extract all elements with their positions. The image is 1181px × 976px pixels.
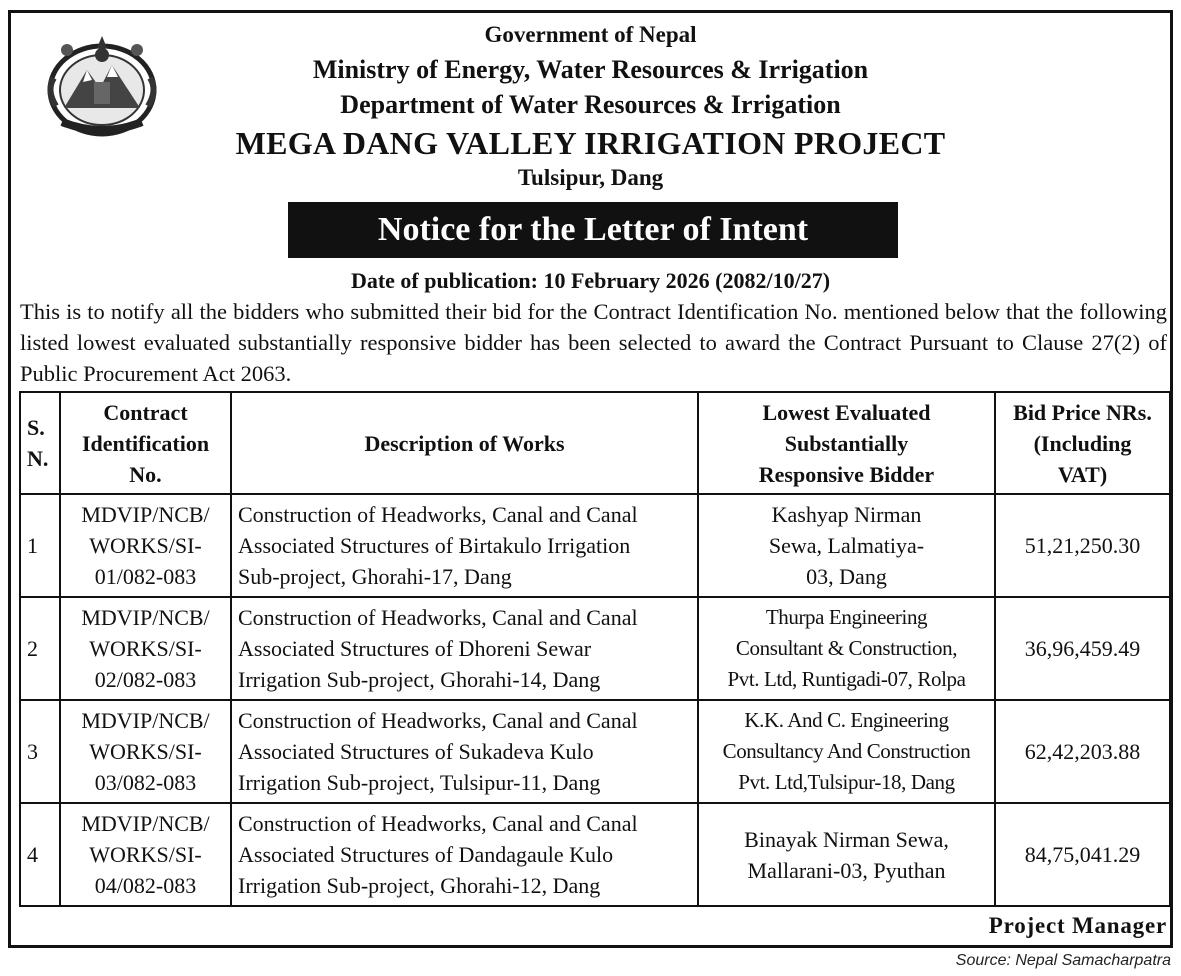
description-line: Associated Structures of Birtakulo Irrigation — [238, 533, 631, 558]
table-row — [20, 700, 1170, 803]
contract-id-line: MDVIP/NCB/ — [81, 502, 210, 527]
row-contract-id — [60, 700, 231, 803]
row-description — [231, 494, 698, 597]
row-description — [231, 803, 698, 906]
header-price-line: VAT) — [1057, 461, 1108, 487]
bidder-line: Consultant & Construction, — [735, 636, 958, 660]
description-line: Irrigation Sub-project, Ghorahi-14, Dang — [238, 667, 601, 692]
bidder-line: Pvt. Ltd, Runtigadi-07, Rolpa — [727, 667, 966, 691]
header-price-line: (Including — [1033, 430, 1132, 456]
bidder-line: K.K. And C. Engineering — [744, 708, 949, 732]
row-contract-id — [60, 597, 231, 700]
contract-id-line: MDVIP/NCB/ — [81, 605, 210, 630]
row-sn: 4 — [20, 803, 60, 906]
header-description: Description of Works — [231, 392, 698, 494]
contract-id-line: WORKS/SI- — [89, 533, 202, 558]
table-row — [20, 494, 1170, 597]
bid-table — [19, 391, 1171, 907]
description-line: Irrigation Sub-project, Tulsipur-11, Dang — [238, 770, 601, 795]
header-contract-id-line: Identification — [81, 430, 210, 456]
row-contract-id — [60, 494, 231, 597]
header-bidder-line: Substantially — [784, 430, 909, 456]
description-line: Construction of Headworks, Canal and Canal — [238, 708, 638, 733]
row-bidder — [698, 494, 995, 597]
description-line: Sub-project, Ghorahi-17, Dang — [238, 564, 512, 589]
contract-id-line: MDVIP/NCB/ — [81, 811, 210, 836]
row-sn: 1 — [20, 494, 60, 597]
bidder-line: Mallarani-03, Pyuthan — [747, 857, 946, 883]
bidder-line: Kashyap Nirman — [771, 502, 922, 527]
bidder-line: 03, Dang — [806, 564, 887, 589]
header-bidder-line: Responsive Bidder — [758, 461, 935, 487]
header-project: MEGA DANG VALLEY IRRIGATION PROJECT — [235, 125, 946, 161]
description-line: Construction of Headworks, Canal and Canal — [238, 502, 638, 527]
header-sn-line: S. — [27, 415, 45, 440]
header-bidder — [698, 392, 995, 494]
source-credit: Source: Nepal Samacharpatra — [955, 952, 1171, 969]
description-line: Associated Structures of Sukadeva Kulo — [238, 739, 594, 764]
bidder-line: Binayak Nirman Sewa, — [744, 826, 949, 852]
header-government: Government of Nepal — [484, 22, 697, 47]
header-ministry: Ministry of Energy, Water Resources & Irrigation — [312, 55, 869, 84]
description-line: Construction of Headworks, Canal and Canal — [238, 605, 638, 630]
row-sn: 2 — [20, 597, 60, 700]
row-bidder — [698, 597, 995, 700]
row-description — [231, 700, 698, 803]
row-bidder — [698, 700, 995, 803]
table-header-row — [20, 392, 1170, 494]
notice-title-banner: Notice for the Letter of Intent — [288, 202, 898, 258]
header-contract-id-line: Contract — [103, 399, 188, 425]
bidder-line: Consultancy And Construction — [722, 739, 971, 763]
header-contract-id — [60, 392, 231, 494]
row-price: 84,75,041.29 — [995, 803, 1170, 906]
row-price: 51,21,250.30 — [995, 494, 1170, 597]
row-price: 36,96,459.49 — [995, 597, 1170, 700]
contract-id-line: 04/082-083 — [94, 873, 197, 898]
header-location: Tulsipur, Dang — [517, 165, 664, 190]
table-row — [20, 597, 1170, 700]
bidder-line: Pvt. Ltd,Tulsipur-18, Dang — [738, 770, 955, 794]
header-contract-id-line: No. — [129, 461, 162, 487]
contract-id-line: WORKS/SI- — [89, 739, 202, 764]
header-price-line: Bid Price NRs. — [1013, 399, 1152, 425]
row-contract-id — [60, 803, 231, 906]
header-department: Department of Water Resources & Irrigation — [340, 90, 841, 119]
description-line: Irrigation Sub-project, Ghorahi-12, Dang — [238, 873, 601, 898]
header-price — [995, 392, 1170, 494]
row-description — [231, 597, 698, 700]
contract-id-line: WORKS/SI- — [89, 842, 202, 867]
contract-id-line: 02/082-083 — [94, 667, 197, 692]
publication-date: Date of publication: 10 February 2026 (2082/10/27) — [350, 268, 831, 293]
description-line: Construction of Headworks, Canal and Canal — [238, 811, 638, 836]
table-row — [20, 803, 1170, 906]
signature-project-manager: Project Manager — [988, 913, 1167, 938]
intro-paragraph: This is to notify all the bidders who submitted their bid for the Contract Identification No. mentioned below that the following listed lowest evaluated substantially responsive bidder has been selected to award the Contract Pursuant to Clause 27(2) of Public Procurement Act 2063. — [20, 299, 1167, 386]
row-price: 62,42,203.88 — [995, 700, 1170, 803]
header-bidder-line: Lowest Evaluated — [762, 399, 931, 425]
description-line: Associated Structures of Dandagaule Kulo — [238, 842, 614, 867]
description-line: Associated Structures of Dhoreni Sewar — [238, 636, 592, 661]
bidder-line: Thurpa Engineering — [765, 605, 928, 629]
contract-id-line: 03/082-083 — [94, 770, 197, 795]
contract-id-line: MDVIP/NCB/ — [81, 708, 210, 733]
contract-id-line: 01/082-083 — [94, 564, 197, 589]
bidder-line: Sewa, Lalmatiya- — [768, 533, 925, 558]
contract-id-line: WORKS/SI- — [89, 636, 202, 661]
row-bidder — [698, 803, 995, 906]
header-sn — [20, 392, 60, 494]
header-sn-line: N. — [27, 446, 49, 471]
row-sn: 3 — [20, 700, 60, 803]
